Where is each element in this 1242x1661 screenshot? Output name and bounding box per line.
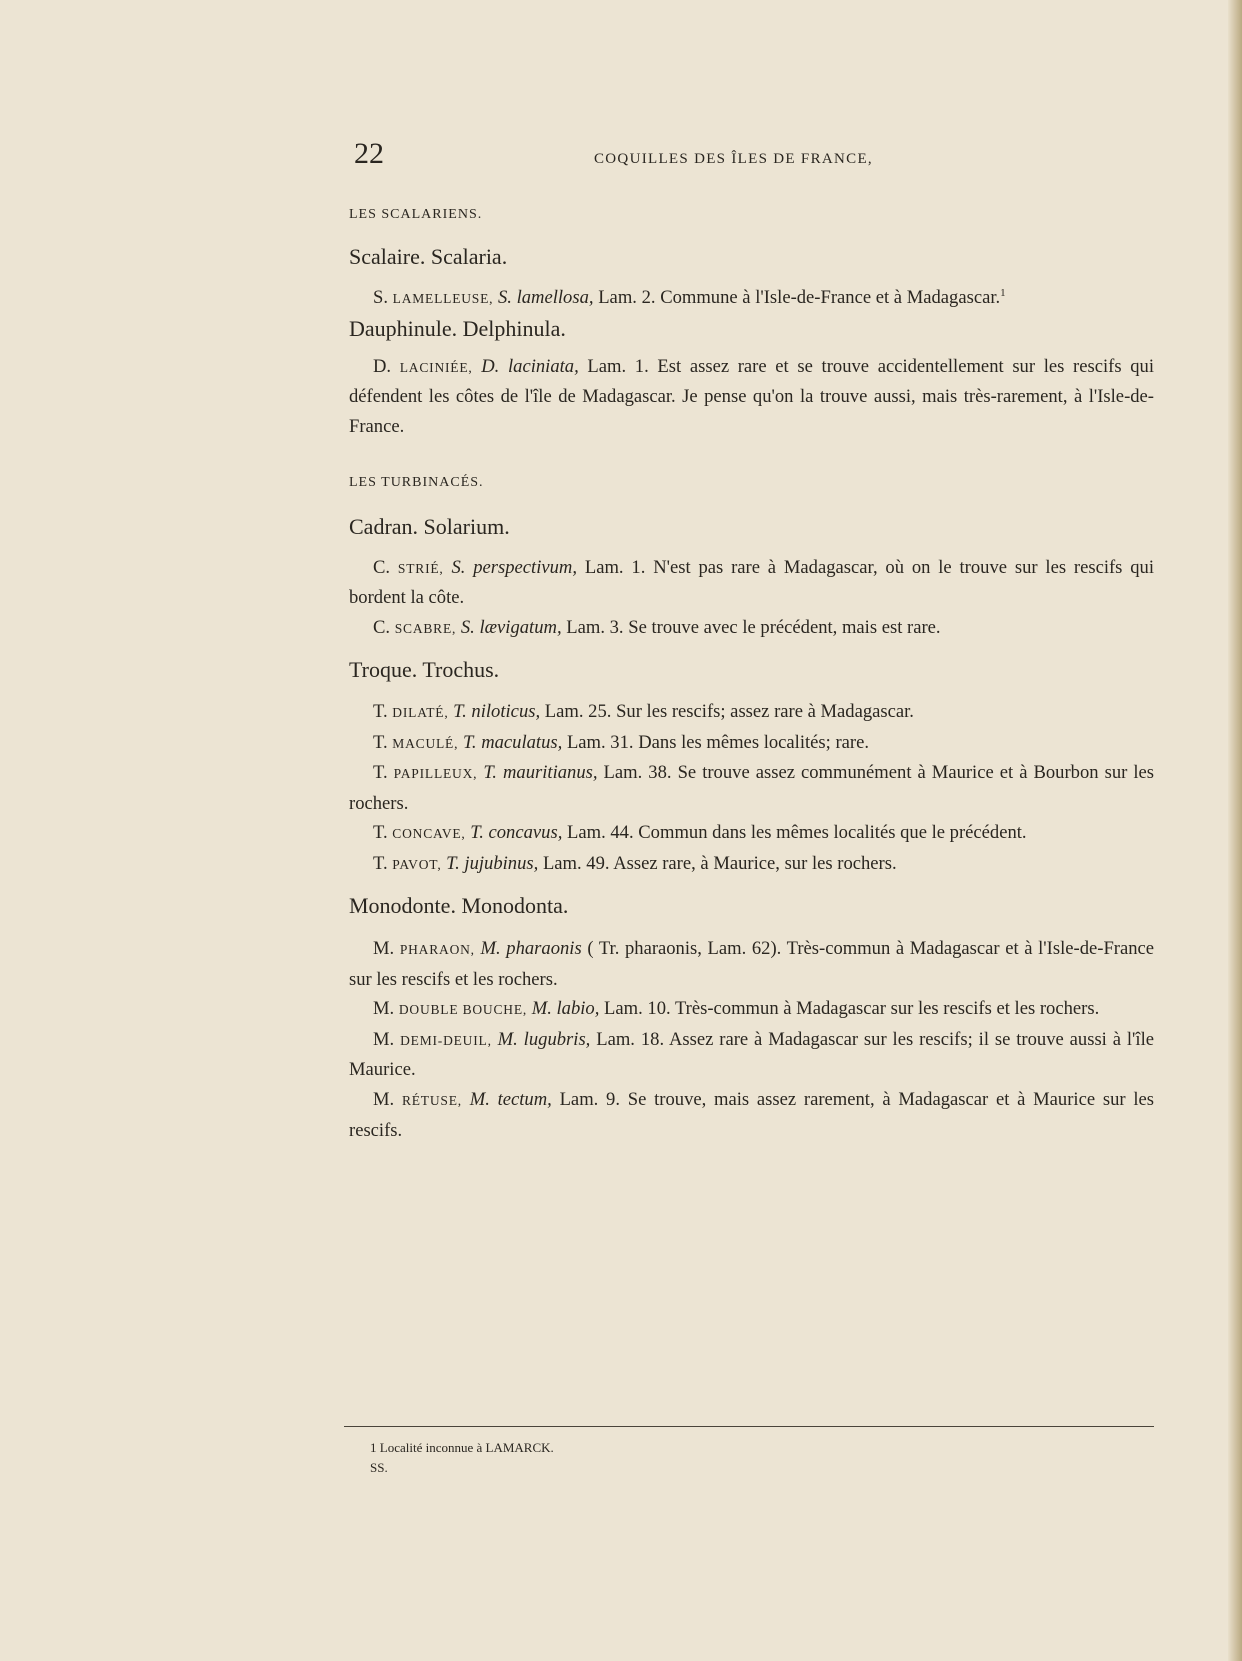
- page-edge: [1228, 0, 1242, 1661]
- footnote-rule: [344, 1426, 1154, 1427]
- entry-papilleux: T. PAPILLEUX, T. mauritianus, Lam. 38. Se trouve assez communément à Maurice et à Bourbon sur les rochers.: [349, 762, 1154, 814]
- entry-laciniee: D. LACINIÉE, D. laciniata, Lam. 1. Est assez rare et se trouve accidentellement sur les rescifs qui défendent les côtes de l'île de Madagascar. Je pense qu'on la trouve aussi, mais très-rarement, à l'Isle-de-France.: [349, 355, 1154, 437]
- entry-strie: C. STRIÉ, S. perspectivum, Lam. 1. N'est pas rare à Madagascar, où on le trouve sur les rescifs qui bordent la côte.: [349, 556, 1155, 609]
- family-heading-scalariens: LES SCALARIENS.: [349, 207, 483, 222]
- footnote-marker: 1: [1000, 287, 1006, 300]
- entry-pavot: T. PAVOT, T. jujubinus, Lam. 49. Assez rare, à Maurice, sur les rochers.: [373, 852, 897, 874]
- genus-heading-delphinula: Dauphinule. Delphinula.: [349, 315, 566, 341]
- entry-demi-deuil: M. DEMI-DEUIL, M. lugubris, Lam. 18. Assez rare à Madagascar sur les rescifs; il se trouve aussi à l'île Maurice.: [349, 1028, 1154, 1081]
- entry-scabre: C. SCABRE, S. lævigatum, Lam. 3. Se trouve avec le précédent, mais est rare.: [373, 616, 941, 638]
- entry-pharaon: M. PHARAON, M. pharaonis ( Tr. pharaonis, Lam. 62). Très-commun à Madagascar et à l'Isle-de-France sur les rescifs et les rochers.: [349, 938, 1155, 990]
- page-number: 22: [354, 137, 384, 170]
- footnote-line-2: SS.: [370, 1460, 388, 1475]
- footnote-line-1: 1 Localité inconnue à LAMARCK.: [370, 1440, 554, 1455]
- main-text: [349, 200, 1154, 1145]
- running-title: COQUILLES DES ÎLES DE FRANCE,: [594, 151, 873, 167]
- entry-macule: T. MACULÉ, T. maculatus, Lam. 31. Dans les mêmes localités; rare.: [373, 731, 870, 753]
- genus-heading-solarium: Cadran. Solarium.: [349, 513, 510, 539]
- footnote: [370, 1438, 554, 1478]
- genus-heading-trochus: Troque. Trochus.: [349, 657, 500, 683]
- entry-double-bouche: M. DOUBLE BOUCHE, M. labio, Lam. 10. Très-commun à Madagascar sur les rescifs et les rochers.: [373, 998, 1100, 1020]
- genus-heading-monodonta: Monodonte. Monodonta.: [349, 893, 569, 919]
- family-heading-turbinaces: LES TURBINACÉS.: [349, 475, 484, 491]
- entry-concave: T. CONCAVE, T. concavus, Lam. 44. Commun dans les mêmes localités que le précédent.: [373, 822, 1027, 844]
- entry-retuse: M. RÉTUSE, M. tectum, Lam. 9. Se trouve, mais assez rarement, à Madagascar et à Maurice sur les rescifs.: [349, 1089, 1154, 1141]
- genus-heading-scalaria: Scalaire. Scalaria.: [349, 243, 508, 269]
- entry-lamelleuse: S. LAMELLEUSE, S. lamellosa, Lam. 2. Commune à l'Isle-de-France et à Madagascar.$^1$: [373, 287, 1006, 309]
- entry-dilate: T. DILATÉ, T. niloticus, Lam. 25. Sur les rescifs; assez rare à Madagascar.: [373, 700, 914, 722]
- page-header: [354, 137, 894, 177]
